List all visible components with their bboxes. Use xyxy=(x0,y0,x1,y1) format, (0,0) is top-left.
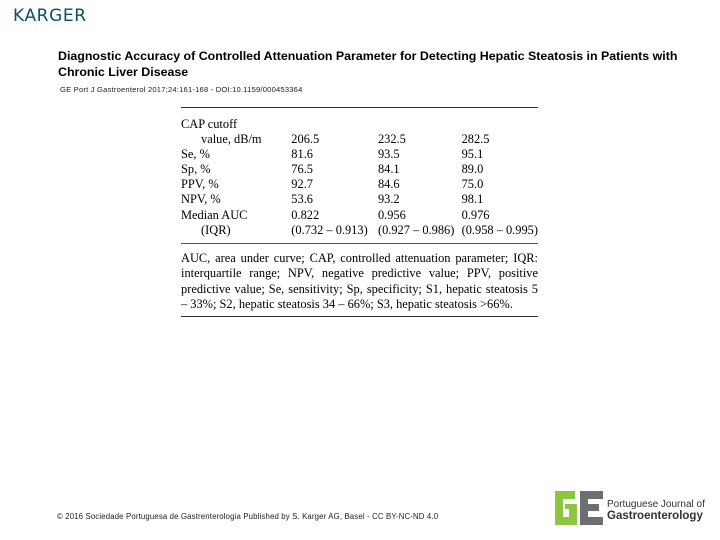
table-cell: 84.1 xyxy=(377,162,400,177)
table-cell: 98.1 xyxy=(461,192,484,207)
table-top-rule xyxy=(181,107,538,108)
table-cell: 93.2 xyxy=(377,192,400,207)
row-label: Se, % xyxy=(181,147,210,162)
table-cell: 92.7 xyxy=(291,177,313,192)
journal-name-line-2: Gastroenterology xyxy=(607,510,703,522)
slide-title: Diagnostic Accuracy of Controlled Attenuation Parameter for Detecting Hepatic Steatosis in Patients with Chronic Liver Disease xyxy=(58,49,678,79)
ge-logo-icon xyxy=(553,487,607,529)
table-cell: (0.732 – 0.913) xyxy=(291,222,368,237)
table-row xyxy=(181,162,538,177)
row-label: (IQR) xyxy=(201,222,231,237)
karger-logo xyxy=(13,6,87,26)
data-table-block xyxy=(181,107,538,317)
row-label: PPV, % xyxy=(181,177,219,192)
table-footnote: AUC, area under curve; CAP, controlled attenuation parameter; IQR: interquartile range; NPV, negative predictive value; PPV, positive predictive value; Se, sensitivity; Sp, specificity; S1, hepatic steatosis 5 – 33%; S2, hepatic steatosis 34 – 66%; S3, hepatic steatosis >66%. xyxy=(181,250,538,312)
table-cell: 0.956 xyxy=(377,207,406,222)
table-bottom-rule xyxy=(181,316,538,317)
cap-cutoff-table xyxy=(181,117,538,238)
table-cell: 76.5 xyxy=(291,162,313,177)
journal-name-line-1: Portuguese Journal of xyxy=(607,499,705,510)
header-value: 206.5 xyxy=(291,132,320,147)
row-label: NPV, % xyxy=(181,192,221,207)
table-row xyxy=(181,223,538,238)
table-cell: (0.958 – 0.995) xyxy=(461,222,538,237)
header-value: 232.5 xyxy=(377,132,406,147)
table-cell: 81.6 xyxy=(291,147,313,162)
row-label: Median AUC xyxy=(181,207,248,222)
table-cell: 89.0 xyxy=(461,162,484,177)
header-label-1: CAP cutoff xyxy=(181,117,238,131)
table-row xyxy=(181,208,538,223)
table-header-row-2 xyxy=(181,132,538,147)
table-header-row-1 xyxy=(181,117,538,132)
table-row xyxy=(181,147,538,162)
table-cell: (0.927 – 0.986) xyxy=(377,222,455,237)
table-cell: 95.1 xyxy=(461,147,484,162)
table-row xyxy=(181,177,538,192)
table-cell: 0.822 xyxy=(291,207,320,222)
table-cell: 93.5 xyxy=(377,147,400,162)
copyright-notice: © 2016 Sociedade Portuguesa de Gastrenterologia Published by S. Karger AG, Basel - CC BY-NC-ND 4.0 xyxy=(57,512,439,521)
table-cell: 84.6 xyxy=(377,177,400,192)
table-cell: 0.976 xyxy=(461,207,490,222)
table-cell: 53.6 xyxy=(291,192,313,207)
journal-name xyxy=(607,499,705,523)
table-middle-rule xyxy=(181,243,538,244)
table-cell: 75.0 xyxy=(461,177,484,192)
table-row xyxy=(181,192,538,207)
row-label: Sp, % xyxy=(181,162,211,177)
citation: GE Port J Gastroenterol 2017;24:161-168 - DOI:10.1159/000453364 xyxy=(60,85,303,94)
journal-logo xyxy=(553,487,713,529)
karger-logo-text: KARGER xyxy=(13,6,87,26)
header-label-2: value, dB/m xyxy=(201,132,262,147)
header-value: 282.5 xyxy=(461,132,490,147)
